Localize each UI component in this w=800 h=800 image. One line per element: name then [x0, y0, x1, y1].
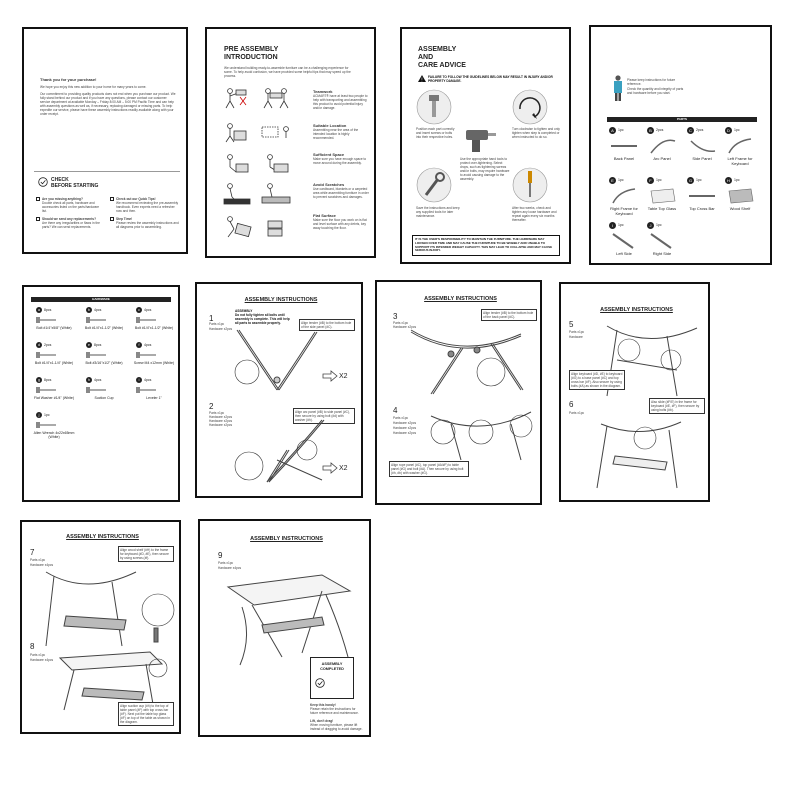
parts-label-text: Parts [209, 322, 217, 326]
part-badge: H [725, 177, 732, 184]
warning-icon [418, 75, 426, 82]
part-badge: J [647, 222, 654, 229]
parts-header: PARTS [607, 117, 757, 122]
step1-x2-label: X2 [339, 373, 348, 380]
assembly-note: Do not fully tighten all bolts until assembly is complete. This will help all parts to assemble properly. [235, 313, 290, 325]
hardware-qty: 4pcs [94, 308, 102, 312]
svg-text:!: ! [421, 77, 423, 84]
keep-handy-tip: Keep this handy! Please retain the instructions for future reference and maintenance. [310, 703, 359, 715]
tip-avoid-scratches: Avoid Scratches Use cardboard, blankets or a carpeted area while assembling furniture in order to prevent scratches and damages. [313, 182, 369, 199]
part-name: Arc Panel [653, 156, 671, 161]
person-reading-icon [611, 75, 625, 101]
part-illustration-icon [687, 187, 717, 205]
care-tip-position: Position each part correctly and insert screws or bolts into their respective holes. [416, 127, 455, 139]
screwdriver-circle-icon [512, 167, 548, 203]
page-thank-you [22, 27, 188, 254]
hardware-label: Hardware x2pcs [393, 421, 417, 425]
hardware-badge: j [36, 412, 42, 418]
part-illustration-icon [647, 137, 677, 155]
hardware-illustration-icon [36, 316, 60, 324]
tip-title: Step Time! [116, 217, 133, 221]
part-name: Right Side [652, 251, 672, 256]
part-qty: 2pcs [656, 128, 664, 132]
bolt-circle-icon [416, 89, 452, 125]
part-name: Side Panel [692, 156, 712, 161]
hardware-label: Hardware [569, 335, 583, 339]
hardware-header: HARDWARE [31, 297, 171, 302]
page-parts [589, 25, 772, 265]
tip-title: Check out our Quick Tips! [116, 197, 156, 201]
hardware-name: Bolt #1/4"x5/8" (White) [36, 326, 72, 330]
care-advice-title: ASSEMBLY AND CARE ADVICE [418, 46, 466, 69]
tip-text: We recommend reviewing the pre-assembly handbook. Even experts need a refresher now and then. [116, 201, 179, 214]
part-qty: 2pcs [696, 128, 704, 132]
hardware-label: Hardware x2pcs [393, 325, 417, 329]
assembly-title: ASSEMBLY INSTRUCTIONS [424, 296, 497, 302]
scratches-illustration-icon [222, 181, 292, 205]
part-badge: C [687, 127, 694, 134]
hardware-qty: 8pcs [44, 378, 52, 382]
hardware-illustration-icon [136, 316, 160, 324]
tip-quick-tips [110, 197, 180, 213]
hardware-badge: d [36, 342, 42, 348]
step-callout: Align wood shelf (#H) to the frame for keyboard (#D, #E), then secure by using screws (#f). [118, 546, 174, 562]
care-tip-clockwise: Turn clockwise to tighten and only tighten when step is completed or when instructed to do so. [512, 127, 560, 139]
part-badge: G [688, 178, 693, 183]
step-number: 2 [209, 402, 214, 411]
step6-diagram [581, 410, 691, 490]
tip-title: Are you missing anything? [42, 197, 83, 201]
step-number: 7 [30, 548, 35, 557]
part-qty: 1pc [656, 223, 662, 227]
check-title: CHECK [51, 177, 69, 183]
page-steps-3-4 [375, 280, 542, 505]
thank-you-body: Our commitment to providing quality products does not end when you purchase our product. We fully stand behind our product and if you have any questions, please contact our customer service department at available Monday – Friday 8:00 AM – 5:00 PM Pacific Time and can help with assembly questions as well as, if necessary, replacing damaged or missing parts. To help expedite our service, please have these assembly instructions readily available along with your order receipt. [40, 92, 176, 116]
part-name: Wood Shelf [729, 206, 751, 211]
step-callout: Also slide (#F/E) in the frame for keyboard (#E, #F), then secure by using bolts (#b). [649, 398, 705, 414]
hardware-name: Bolt #1/4"x1-1/2" (White) [134, 326, 174, 330]
hardware-badge: f [136, 342, 142, 348]
hardware-qty: 4pcs [144, 308, 152, 312]
part-name: Back Panel [613, 156, 635, 161]
assembly-title: ASSEMBLY INSTRUCTIONS [600, 307, 673, 313]
hardware-badge: i [136, 377, 142, 383]
completed-line2: COMPLETED [320, 666, 344, 671]
part-illustration-icon [609, 187, 639, 205]
assembly-title: ASSEMBLY INSTRUCTIONS [250, 536, 323, 542]
page-steps-5-6 [559, 282, 710, 502]
part-badge: F [647, 177, 654, 184]
step-callout: Align tender (#B) to the bottom hole of the back panel (#C). [481, 309, 537, 321]
hardware-label: Hardware x2pcs [209, 415, 233, 419]
hardware-illustration-icon [36, 421, 60, 429]
page-steps-1-2 [195, 282, 363, 498]
thank-you-heading: Thank you for your purchase! [40, 77, 97, 82]
check-subtitle: BEFORE STARTING [51, 183, 99, 189]
thank-you-intro: We hope you enjoy this new addition to your home for many years to come. [40, 85, 147, 89]
parts-label: Parts x1pc [209, 411, 225, 415]
hardware-qty: 1pc [44, 413, 50, 417]
step-callout: Align keyboard (#D, #E) to keyboard (#G) to a base panel (#C) and top cross bar (#F). Also secure by using bolts (#A) as shown in the diagram. [569, 370, 625, 390]
parts-label: Parts x1pc [30, 653, 46, 657]
step-callout: Align tender (#B) to the bottom hole of the side panel (#C). [299, 319, 355, 331]
wrench-circle-icon [416, 167, 452, 203]
hardware-illustration-icon [136, 351, 160, 359]
hardware-label: Hardware x4pcs [30, 563, 54, 567]
parts-label: Parts x1pc [393, 416, 409, 420]
tip-step-time [110, 217, 180, 229]
hardware-illustration-icon [86, 351, 110, 359]
step-number: 5 [569, 320, 574, 329]
hardware-qty: 4pcs [144, 378, 152, 382]
step-number: 3 [393, 312, 398, 321]
step2-x2-label: X2 [339, 465, 348, 472]
part-illustration-icon [725, 187, 755, 205]
part-qty: 1pc [618, 223, 624, 227]
tip-sufficient-space: Sufficient Space Make sure you have enough space to move around during the assembly. [313, 152, 367, 165]
part-illustration-icon [647, 187, 677, 205]
check-circle-icon [315, 678, 325, 688]
part-name: Right Frame for Keyboard [610, 206, 638, 216]
assembly-title: ASSEMBLY INSTRUCTIONS [244, 297, 318, 303]
hardware-qty: 8pcs [44, 308, 52, 312]
assembly-completed-box [310, 657, 354, 699]
checkbox-icon [110, 197, 114, 201]
check-circle-icon [38, 177, 48, 187]
part-name: Left Frame for Keyboard [727, 156, 753, 166]
tip-teamwork: Teamwork ACMART® have at least two people to help with transporting and assembling this product to avoid potential injury and/or damage. [313, 89, 368, 110]
step-callout: Align suction cup (#h) to the top of table panel (#F) with top cross bar (#F). Next put the table top glass (#F) on top of the table as shown in the diagram. [118, 702, 174, 726]
hardware-label: Hardware x2pcs [393, 426, 417, 430]
part-illustration-icon [609, 137, 639, 155]
space-illustration-icon [222, 152, 292, 174]
step9-desk-diagram [222, 567, 352, 667]
step-callout: Align rope panel (#C), top panel (#A/#F) to table panel (#G) and bolt (#A). Then secure by using bolt (#h, #b) with washer (#G). [389, 461, 469, 477]
step-number: 9 [218, 551, 223, 560]
part-badge: A [609, 127, 616, 134]
hardware-illustration-icon [86, 386, 110, 394]
hardware-qty: 4pcs [94, 378, 102, 382]
tip-flat-surface: Flat Surface Make sure the floor you work on is flat and level surface with any debris, key away touching the floor. [313, 213, 367, 230]
care-warning: FAILURE TO FOLLOW THE GUIDELINES BELOW MAY RESULT IN INJURY AND/OR PROPERTY DAMAGE. [428, 75, 553, 83]
hardware-name: Bolt #1/4"x1-1/2" (White) [84, 326, 124, 330]
step-number: 4 [393, 406, 398, 415]
pre-assembly-title: PRE ASSEMBLY INTRODUCTION [224, 46, 279, 61]
hardware-qty: 4pcs [144, 343, 152, 347]
hardware-name: Flat Washer #1/4" (White) [33, 396, 74, 400]
page-care-advice [400, 27, 571, 264]
hardware-label: Hardware x4pcs [218, 566, 242, 570]
part-qty: 1pc [734, 128, 740, 132]
teamwork-illustration-icon [222, 87, 292, 109]
assembly-title: ASSEMBLY INSTRUCTIONS [66, 534, 139, 540]
parts-note-keep: Please keep instructions for future reference. [627, 78, 676, 86]
tip-text: Are there any irregularities or flaws in the parts? We can send replacements. [42, 221, 100, 230]
drill-icon [462, 124, 498, 154]
checkbox-icon [36, 197, 40, 201]
hardware-name: Leveler 1" [146, 396, 162, 400]
part-badge: B [647, 127, 654, 134]
part-badge: D [725, 127, 732, 134]
hardware-badge: h [86, 377, 92, 383]
step7-diagram [36, 566, 176, 648]
page-pre-assembly [205, 27, 376, 258]
hardware-label: Hardware x2pcs [209, 419, 233, 423]
parts-label: Parts x1pc [393, 321, 409, 325]
care-tip-tools: Use the appropriate hand tools to protect over-tightening. Select drops, such as tightening screws and/or bolts, may require hardware to avoid causing damage to the assembly. [460, 157, 510, 181]
hardware-illustration-icon [36, 386, 60, 394]
assembly-heading: ASSEMBLY [235, 309, 253, 313]
parts-qty: x1pc [217, 322, 225, 326]
page-steps-7-8 [20, 520, 181, 734]
parts-label: Parts x1pc [569, 411, 585, 415]
hardware-badge: a [36, 307, 42, 313]
pre-assembly-intro: We understand building ready-to-assemble furniture can be a challenging experience for some. To help avoid confusion, we have provided some helpful tips that may speed up the process. [224, 66, 351, 78]
location-illustration-icon [222, 121, 292, 143]
checkbox-icon [110, 217, 114, 221]
parts-label [209, 322, 224, 326]
hardware-badge: b [86, 307, 92, 313]
step-number: 6 [569, 400, 574, 409]
part-illustration-icon [725, 137, 755, 155]
lift-tip: Lift, don't drag! When moving furniture, please lift instead of dragging to avoid damage. [310, 719, 363, 731]
hardware-qty: 8pcs [94, 343, 102, 347]
hardware-illustration-icon [86, 316, 110, 324]
hardware-badge: g [36, 377, 42, 383]
step2-diagram [227, 420, 357, 490]
hardware-badge: c [136, 307, 142, 313]
part-name: Left Side [616, 251, 632, 256]
part-illustration-icon [687, 137, 717, 155]
page-hardware [22, 285, 180, 502]
part-illustration-icon [647, 232, 677, 250]
care-tip-retighten: After two weeks, check and tighten any loose hardware and repeat again every six months thereafter. [512, 206, 557, 222]
flat-surface-illustration-icon [222, 215, 292, 239]
care-footer-warning: IT IS THE USER'S RESPONSIBILITY TO MAINTAIN THE FURNITURE. THE HARDWARE MAY LOOSEN OVER TIME AND MAY CAUSE THE FURNITURE TO BE WOBBLY AND UNABLE TO SUPPORT ITS INTENDED WEIGHT CAPACITY. THIS MAY LEAD TO COLLAPSE AND MAY CAUSE SERIOUS INJURY. [412, 235, 560, 256]
parts-note-check: Check the quantity and integrity of parts and hardware before you start. [627, 87, 684, 95]
step-number: 1 [209, 314, 214, 323]
part-badge: E [609, 177, 616, 184]
part-qty: 1pc [618, 178, 624, 182]
hardware-qty: 2pcs [44, 343, 52, 347]
step4-diagram [421, 402, 541, 462]
part-qty: 1pc [696, 178, 702, 182]
hardware-name: Allen Wrench 4x22x65mm (White) [33, 431, 75, 439]
checkbox-icon [36, 217, 40, 221]
hardware-qty: x2pcs [223, 327, 233, 331]
care-tip-save: Save the instructions and keep any supplied tools for later maintenance. [416, 206, 460, 218]
hardware-illustration-icon [36, 351, 60, 359]
tip-replacements [36, 217, 104, 229]
step1-diagram [227, 330, 347, 400]
hardware-illustration-icon [136, 386, 160, 394]
hardware-badge: e [86, 342, 92, 348]
part-qty: 1pc [618, 128, 624, 132]
tip-text: Double check all parts, hardware and accessories listed on the parts/hardware list. [42, 201, 100, 214]
part-name: Table Top Glass [647, 206, 677, 211]
part-badge: I [609, 222, 616, 229]
part-name: Top Cross Bar [689, 206, 715, 211]
hardware-label: Hardware x4pcs [30, 658, 54, 662]
hardware-label-text: Hardware [209, 327, 223, 331]
hardware-name: Bolt #1/4"x1-1/4" (White) [34, 361, 74, 365]
hardware-name: Screw M4 x12mm (White) [133, 361, 175, 365]
turn-clockwise-icon [512, 89, 548, 125]
tip-missing [36, 197, 104, 213]
hardware-label: Hardware x2pcs [393, 431, 417, 435]
step3-diagram [391, 320, 531, 400]
hardware-name: Suction Cup [94, 396, 114, 400]
completed-line1: ASSEMBLY [321, 662, 343, 666]
step-number: 8 [30, 642, 35, 651]
parts-label: Parts x1pc [218, 561, 234, 565]
parts-label: Parts x1pc [30, 558, 46, 562]
parts-label: Parts x1pc [569, 330, 585, 334]
tip-suitable-location: Suitable Location Assembling near the area of the intended location is highly recommended. [313, 123, 359, 140]
part-qty: 1pc [656, 178, 662, 182]
tip-title: Should we send any replacements? [42, 217, 97, 221]
part-illustration-icon [609, 232, 639, 250]
hardware-label: Hardware x2pcs [209, 423, 233, 427]
part-qty: 1pc [734, 178, 740, 182]
tip-text: Please review the assembly instructions and all diagrams prior to assembling. [116, 221, 179, 230]
step-callout: Align arc panel (#B) to side panel (#C), then secure by using bolt (#d) with washer (#h). [293, 408, 355, 424]
page-step-9 [198, 519, 371, 737]
hardware-name: Bolt #3/16"x1/2" (White) [85, 361, 123, 365]
